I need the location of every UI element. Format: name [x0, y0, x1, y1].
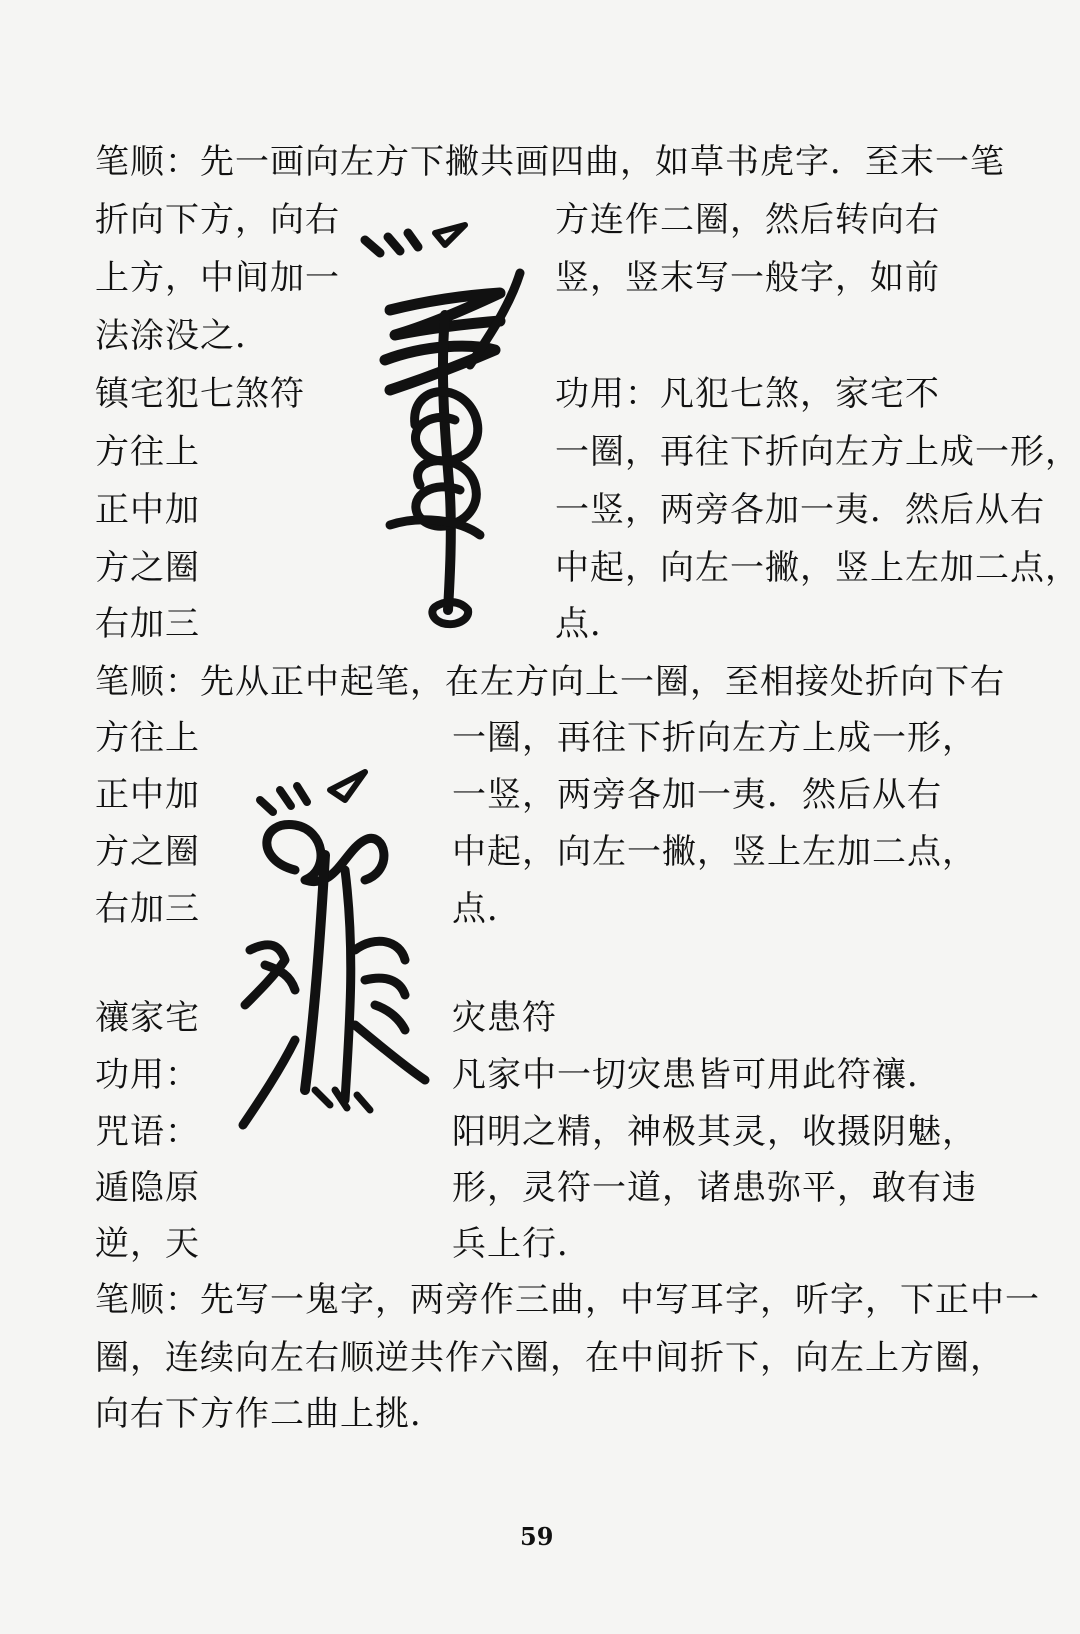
function-text: 方往上	[95, 432, 200, 472]
talisman-title: 灾患符	[452, 998, 557, 1038]
talisman-title: 镇宅犯七煞符	[95, 374, 305, 414]
stroke-order-text: 法涂没之．	[95, 316, 270, 356]
incantation-text: 一竖，两旁各加一夷．然后从右	[555, 490, 1045, 530]
incantation-text: 中起，向左一撇，竖上左加二点，	[555, 548, 1080, 588]
page-number: 59	[520, 1522, 554, 1551]
incantation-text: 方之圈	[95, 548, 200, 588]
incantation-text: 遁隐原	[95, 1168, 200, 1208]
stroke-order-text: 方连作二圈，然后转向右	[555, 200, 940, 240]
function-text: 凡家中一切灾患皆可用此符禳．	[452, 1055, 942, 1095]
function-text: 功用：凡犯七煞，家宅不	[555, 374, 940, 414]
stroke-order-text: 折向下方，向右	[95, 200, 340, 240]
stroke-order-text: 方往上	[95, 718, 200, 758]
incantation-text: 右加三	[95, 604, 200, 644]
stroke-order-text: 一竖，两旁各加一夷．然后从右	[452, 775, 942, 815]
incantation-text: 阳明之精，神极其灵，收摄阴魅，	[452, 1112, 977, 1152]
talisman-title: 禳家宅	[95, 998, 200, 1038]
incantation-label: 咒语：	[95, 1112, 200, 1152]
stroke-order-text: 中起，向左一撇，竖上左加二点，	[452, 832, 977, 872]
incantation-text: 正中加	[95, 490, 200, 530]
talisman-seven-sha-image	[350, 215, 550, 635]
stroke-order-text: 上方，中间加一	[95, 258, 340, 298]
talisman-disaster-image	[235, 760, 435, 1160]
stroke-order-text: 竖，竖末写一般字，如前	[555, 258, 940, 298]
stroke-order-text: 点．	[452, 889, 522, 929]
incantation-text: 点．	[555, 604, 625, 644]
stroke-order-text: 正中加	[95, 775, 200, 815]
stroke-order-text: 笔顺：先一画向左方下撇共画四曲，如草书虎字．至末一笔	[95, 142, 1005, 182]
stroke-order-text: 向右下方作二曲上挑．	[95, 1394, 445, 1434]
stroke-order-text: 圈，连续向左右顺逆共作六圈，在中间折下，向左上方圈，	[95, 1338, 1005, 1378]
stroke-order-text: 一圈，再往下折向左方上成一形，	[452, 718, 977, 758]
incantation-text: 逆，天	[95, 1224, 200, 1264]
incantation-text: 形，灵符一道，诸患弥平，敢有违	[452, 1168, 977, 1208]
stroke-order-text: 笔顺：先写一鬼字，两旁作三曲，中写耳字，听字，下正中一	[95, 1280, 1040, 1320]
incantation-text: 兵上行．	[452, 1224, 592, 1264]
function-text: 一圈，再往下折向左方上成一形，	[555, 432, 1080, 472]
stroke-order-text: 笔顺：先从正中起笔，在左方向上一圈，至相接处折向下右	[95, 662, 1005, 702]
stroke-order-text: 方之圈	[95, 832, 200, 872]
function-label: 功用：	[95, 1055, 200, 1095]
stroke-order-text: 右加三	[95, 889, 200, 929]
